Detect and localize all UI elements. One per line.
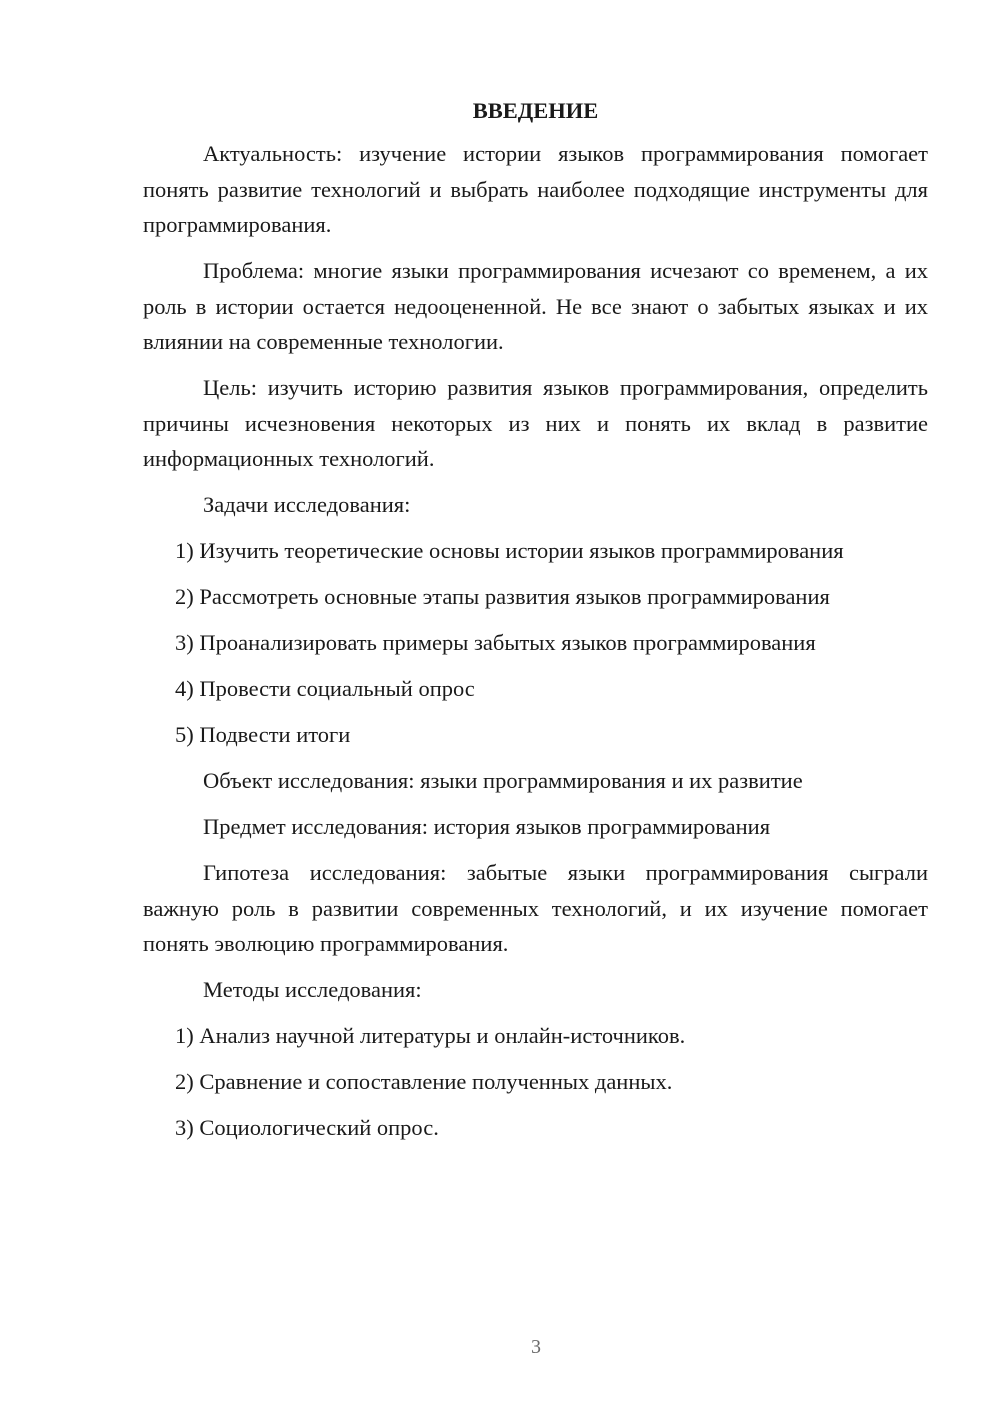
task-item: 5) Подвести итоги bbox=[175, 722, 351, 747]
methods-title: Методы исследования: bbox=[203, 977, 422, 1002]
task-item: 3) Проанализировать примеры забытых языков программирования bbox=[175, 630, 816, 655]
goal-paragraph: Цель: изучить историю развития языков программирования, определить причины исчезновения некоторых из них и понять их вклад в развитие информационных технологий. bbox=[143, 375, 928, 471]
document-body bbox=[143, 92, 928, 1156]
method-item: 1) Анализ научной литературы и онлайн-источников. bbox=[175, 1023, 686, 1048]
method-item: 3) Социологический опрос. bbox=[175, 1115, 439, 1140]
relevance-paragraph: Актуальность: изучение истории языков программирования помогает понять развитие технологий и выбрать наиболее подходящие инструменты для программирования. bbox=[143, 141, 928, 237]
task-item: 1) Изучить теоретические основы истории языков программирования bbox=[175, 538, 844, 563]
tasks-title: Задачи исследования: bbox=[203, 492, 411, 517]
hypothesis-paragraph: Гипотеза исследования: забытые языки программирования сыграли важную роль в развитии современных технологий, и их изучение помогает понять эволюцию программирования. bbox=[143, 860, 928, 956]
method-item: 2) Сравнение и сопоставление полученных данных. bbox=[175, 1069, 673, 1094]
section-heading: ВВЕДЕНИЕ bbox=[472, 98, 599, 123]
task-item: 2) Рассмотреть основные этапы развития языков программирования bbox=[175, 584, 830, 609]
task-item: 4) Провести социальный опрос bbox=[175, 676, 475, 701]
object-paragraph: Объект исследования: языки программирования и их развитие bbox=[203, 768, 803, 793]
page-number: 3 bbox=[531, 1336, 541, 1358]
subject-paragraph: Предмет исследования: история языков программирования bbox=[203, 814, 771, 839]
problem-paragraph: Проблема: многие языки программирования исчезают со временем, а их роль в истории остается недооцененной. Не все знают о забытых языках и их влиянии на современные технологии. bbox=[143, 258, 928, 354]
